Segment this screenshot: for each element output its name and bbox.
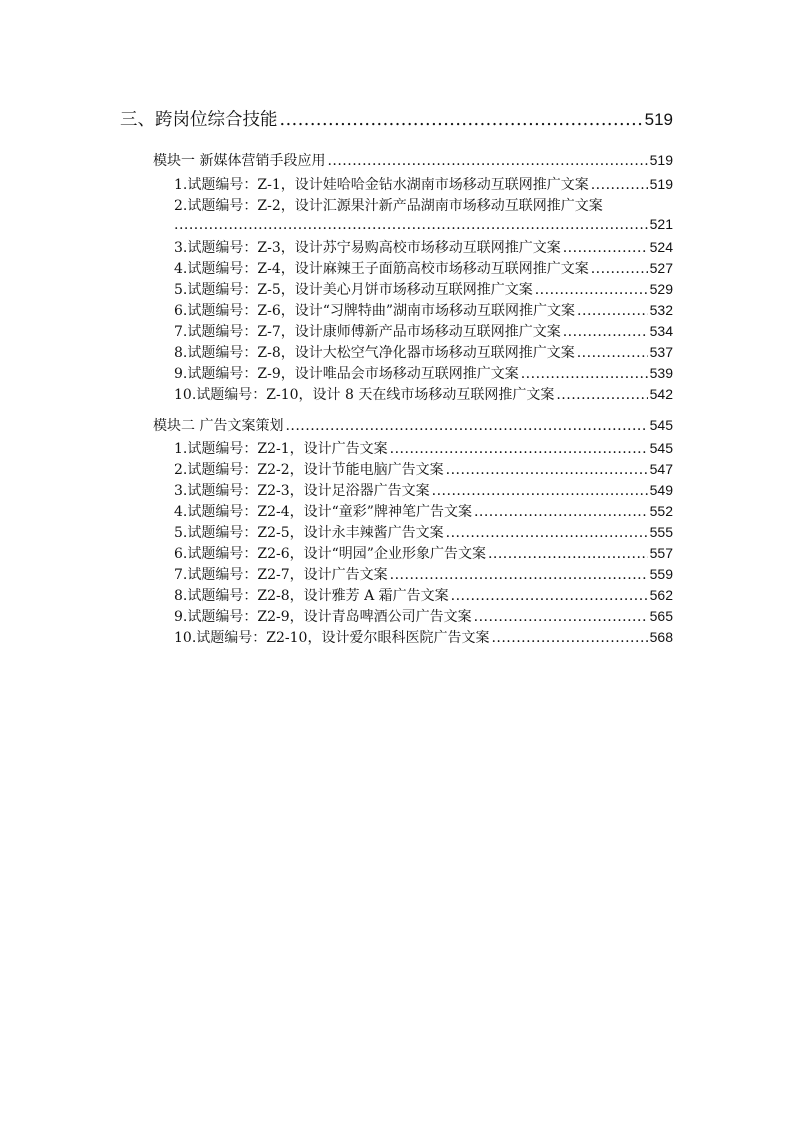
toc-item-entry[interactable] — [174, 501, 673, 521]
toc-item-page: 542 — [649, 386, 673, 402]
dot-leader — [521, 366, 648, 382]
toc-item-page: 534 — [649, 323, 673, 339]
toc-module-entry[interactable] — [153, 415, 673, 435]
toc-item-entry[interactable] — [174, 585, 673, 605]
dot-leader — [446, 525, 648, 541]
toc-item-entry[interactable] — [174, 237, 673, 257]
dot-leader — [491, 630, 647, 646]
toc-item-title: 9.试题编号：Z-9，设计唯品会市场移动互联网推广文案 — [174, 366, 519, 382]
toc-item-page: 552 — [649, 503, 673, 519]
toc-item-page: 521 — [649, 216, 673, 232]
toc-item-page: 562 — [649, 587, 673, 603]
dot-leader — [432, 483, 648, 499]
toc-item-entry[interactable] — [174, 480, 673, 500]
toc-item-page: 529 — [649, 281, 673, 297]
toc-item-title: 9.试题编号：Z2-9，设计青岛啤酒公司广告文案 — [174, 609, 472, 625]
dot-leader — [488, 546, 648, 562]
toc-item-title: 10.试题编号：Z2-10，设计爱尔眼科医院广告文案 — [174, 630, 490, 646]
toc-item-page: 547 — [649, 461, 673, 477]
dot-leader — [446, 462, 648, 478]
toc-item-page: 557 — [649, 545, 673, 561]
toc-item-page: 537 — [649, 344, 673, 360]
toc-item-page: 524 — [649, 239, 673, 255]
toc-item-page: 568 — [649, 629, 673, 645]
dot-leader — [390, 567, 648, 583]
dot-leader — [174, 217, 650, 233]
toc-item-title: 5.试题编号：Z-5，设计美心月饼市场移动互联网推广文案 — [174, 282, 533, 298]
dot-leader — [591, 261, 648, 277]
toc-item-entry[interactable] — [174, 438, 673, 458]
toc-item-page: 527 — [649, 260, 673, 276]
dot-leader — [535, 282, 648, 298]
toc-module-page: 545 — [649, 417, 673, 433]
toc-item-title: 4.试题编号：Z-4，设计麻辣王子面筋高校市场移动互联网推广文案 — [174, 261, 589, 277]
toc-item-entry[interactable] — [174, 627, 673, 647]
toc-item-title: 7.试题编号：Z2-7，设计广告文案 — [174, 567, 388, 583]
toc-item-page: 559 — [649, 566, 673, 582]
toc-module-entry[interactable] — [153, 150, 673, 170]
toc-item-title: 7.试题编号：Z-7，设计康师傅新产品市场移动互联网推广文案 — [174, 324, 561, 340]
toc-item-title: 1.试题编号：Z-1，设计娃哈哈金钻水湖南市场移动互联网推广文案 — [174, 177, 589, 193]
toc-item-entry[interactable] — [174, 279, 673, 299]
toc-item-entry-continued[interactable] — [174, 216, 673, 233]
toc-item-page: 565 — [649, 608, 673, 624]
toc-item-entry[interactable] — [174, 321, 673, 341]
toc-item-entry[interactable] — [174, 384, 673, 404]
toc-item-entry[interactable] — [174, 522, 673, 542]
toc-item-title: 6.试题编号：Z-6，设计“习牌特曲”湖南市场移动互联网推广文案 — [174, 303, 576, 319]
toc-item-page: 545 — [649, 440, 673, 456]
toc-item-entry[interactable] — [174, 606, 673, 626]
toc-item-title: 3.试题编号：Z-3，设计苏宁易购高校市场移动互联网推广文案 — [174, 240, 561, 256]
toc-item-entry[interactable] — [174, 195, 673, 215]
toc-item-title: 5.试题编号：Z2-5，设计永丰辣酱广告文案 — [174, 525, 444, 541]
toc-item-entry[interactable] — [174, 300, 673, 320]
toc-item-page: 519 — [649, 176, 673, 192]
toc-item-entry[interactable] — [174, 174, 673, 194]
toc-item-entry[interactable] — [174, 258, 673, 278]
toc-item-title: 8.试题编号：Z-8，设计大松空气净化器市场移动互联网推广文案 — [174, 345, 575, 361]
toc-item-title: 2.试题编号：Z2-2，设计节能电脑广告文案 — [174, 462, 444, 478]
dot-leader — [577, 303, 648, 319]
toc-item-page: 532 — [649, 302, 673, 318]
toc-item-page: 549 — [649, 482, 673, 498]
toc-section-title: 三、跨岗位综合技能 — [120, 110, 278, 130]
toc-item-title: 2.试题编号：Z-2，设计汇源果汁新产品湖南市场移动互联网推广文案 — [174, 198, 603, 214]
toc-item-entry[interactable] — [174, 342, 673, 362]
toc-item-entry[interactable] — [174, 543, 673, 563]
dot-leader — [451, 588, 648, 604]
toc-item-entry[interactable] — [174, 564, 673, 584]
toc-item-title: 4.试题编号：Z2-4，设计“童彩”牌神笔广告文案 — [174, 504, 472, 520]
dot-leader — [577, 345, 648, 361]
dot-leader — [474, 609, 648, 625]
toc-item-entry[interactable] — [174, 363, 673, 383]
toc-item-entry[interactable] — [174, 459, 673, 479]
dot-leader — [285, 418, 647, 434]
toc-item-title: 3.试题编号：Z2-3，设计足浴器广告文案 — [174, 483, 430, 499]
toc-item-page: 555 — [649, 524, 673, 540]
dot-leader — [390, 441, 648, 457]
dot-leader — [591, 177, 648, 193]
dot-leader — [327, 153, 647, 169]
toc-section-entry[interactable] — [120, 106, 673, 131]
toc-module-title: 模块一 新媒体营销手段应用 — [153, 153, 326, 169]
dot-leader — [563, 240, 648, 256]
toc-module-page: 519 — [649, 152, 673, 168]
dot-leader — [556, 387, 647, 403]
toc-item-title: 6.试题编号：Z2-6，设计“明园”企业形象广告文案 — [174, 546, 486, 562]
toc-module-title: 模块二 广告文案策划 — [153, 418, 284, 434]
toc-item-title: 10.试题编号：Z-10，设计 8 天在线市场移动互联网推广文案 — [174, 387, 555, 403]
toc-section-page: 519 — [644, 110, 673, 129]
toc-item-page: 539 — [649, 365, 673, 381]
dot-leader — [563, 324, 648, 340]
toc-item-title: 1.试题编号：Z2-1，设计广告文案 — [174, 441, 388, 457]
dot-leader — [474, 504, 648, 520]
toc-item-title: 8.试题编号：Z2-8，设计雅芳 A 霜广告文案 — [174, 588, 449, 604]
dot-leader — [280, 110, 643, 130]
